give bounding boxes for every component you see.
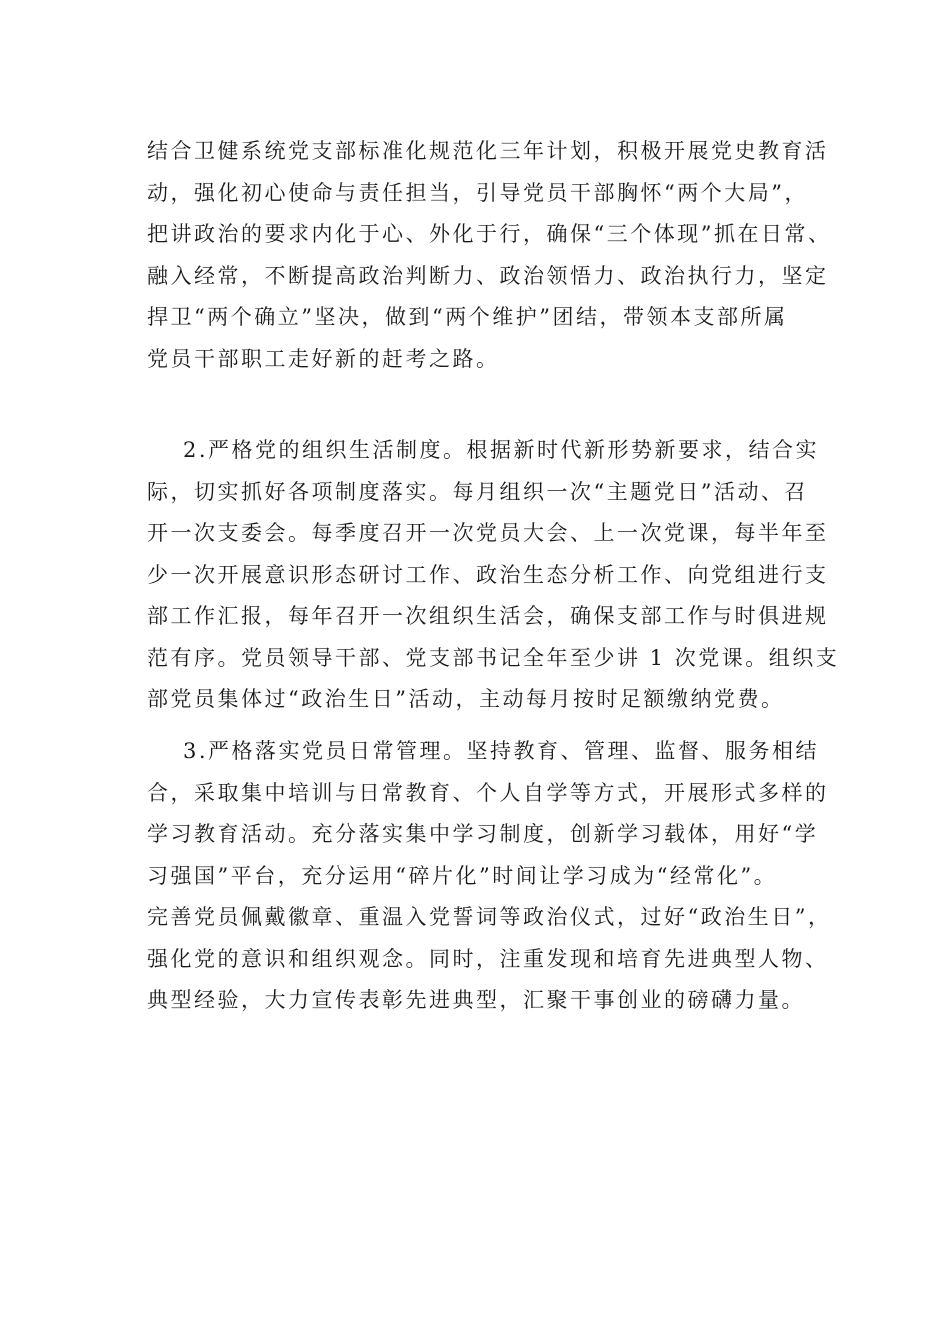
paragraph-line: 动，强化初心使命与责任担当，引导党员干部胸怀“两个大局”， (147, 180, 808, 205)
paragraph-line: 际，切实抓好各项制度落实。每月组织一次“主题党日”活动、召 (147, 479, 808, 504)
paragraph-line: 强化党的意识和组织观念。同时，注重发现和培育先进典型人物、 (147, 946, 829, 971)
paragraph-line: 捍卫“两个确立”坚决，做到“两个维护”团结，带领本支部所属 (147, 305, 788, 329)
paragraph-line: 合，采取集中培训与日常教育、个人自学等方式，开展形式多样的 (147, 780, 829, 805)
paragraph-line: 党员干部职工走好新的赶考之路。 (147, 346, 500, 371)
paragraph-party-history-education (147, 131, 837, 380)
paragraph-organizational-life-system (147, 430, 840, 721)
paragraph-member-daily-management (147, 731, 837, 1022)
paragraph-line: 范有序。党员领导干部、党支部书记全年至少讲 1 次党课。组织支 (147, 645, 840, 670)
paragraph-line: 部工作汇报，每年召开一次组织生活会，确保支部工作与时俱进规 (147, 604, 829, 628)
paragraph-line: 典型经验，大力宣传表彰先进典型，汇聚干事创业的磅礴力量。 (147, 988, 805, 1012)
paragraph-line: 部党员集体过“政治生日”活动，主动每月按时足额缴纳党费。 (147, 687, 785, 711)
paragraph-line: 2.严格党的组织生活制度。根据新时代新形势新要求，结合实 (183, 438, 820, 462)
paragraph-line: 学习教育活动。充分落实集中学习制度，创新学习载体，用好“学 (147, 822, 819, 846)
paragraph-line: 3.严格落实党员日常管理。坚持教育、管理、监督、服务相结 (183, 739, 820, 763)
paragraph-line: 完善党员佩戴徽章、重温入党誓词等政治仪式，过好“政治生日”， (147, 905, 832, 929)
paragraph-line: 融入经常，不断提高政治判断力、政治领悟力、政治执行力，坚定 (147, 263, 829, 288)
paragraph-line: 结合卫健系统党支部标准化规范化三年计划，积极开展党史教育活 (147, 139, 829, 163)
paragraph-line: 开一次支委会。每季度召开一次党员大会、上一次党课，每半年至 (147, 521, 829, 545)
paragraph-line: 少一次开展意识形态研讨工作、政治生态分析工作、向党组进行支 (147, 562, 829, 587)
paragraph-line: 把讲政治的要求内化于心、外化于行，确保“三个体现”抓在日常、 (147, 222, 832, 246)
paragraph-line: 习强国”平台，充分运用“碎片化”时间让学习成为“经常化”。 (147, 863, 778, 888)
